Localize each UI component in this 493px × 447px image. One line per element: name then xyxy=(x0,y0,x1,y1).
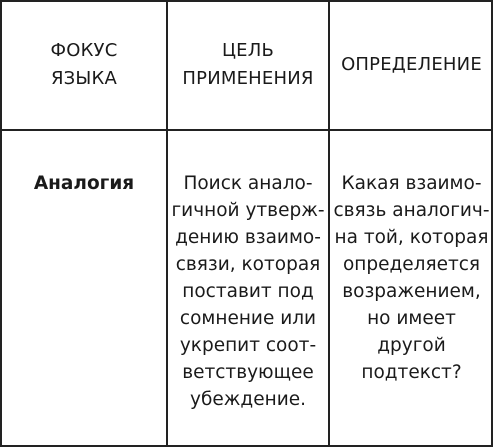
header-purpose: ЦЕЛЬ ПРИМЕНЕНИЯ xyxy=(182,40,314,89)
header-language-focus: ФОКУС ЯЗЫКА xyxy=(50,40,118,89)
cell-purpose: Поиск анало- гичной утверж- дению взаимо- связи, которая поставит под сомнение или укрепит соот- ветствующее убеждение. xyxy=(171,173,325,410)
cell-definition: Какая взаимо- связь аналогич- на той, которая определяется возражением, но имеет другой подтекст? xyxy=(333,173,490,383)
header-definition: ОПРЕДЕЛЕНИЕ xyxy=(341,54,482,75)
header-divider xyxy=(2,129,491,131)
cell-focus-analogy: Аналогия xyxy=(33,173,135,194)
